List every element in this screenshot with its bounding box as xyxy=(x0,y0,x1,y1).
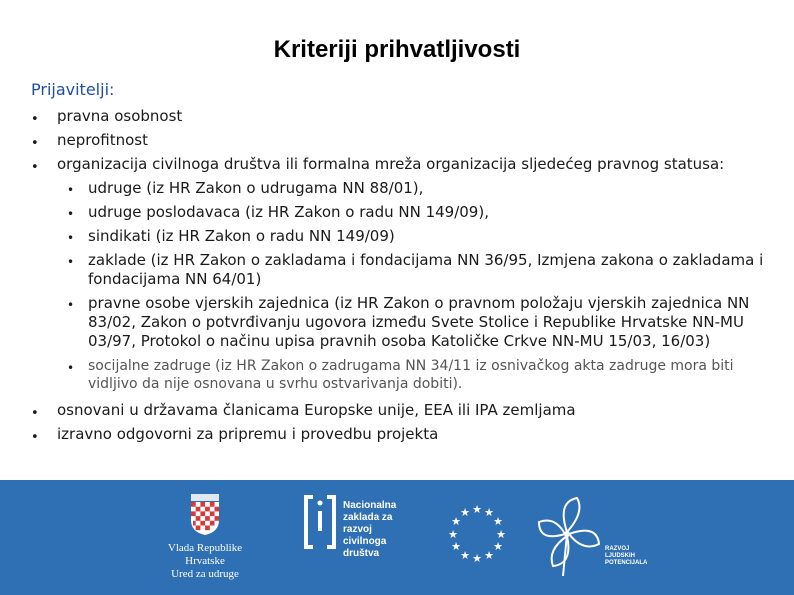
svg-text:★: ★ xyxy=(451,540,461,553)
list-item: neprofitnost xyxy=(57,131,148,149)
nzr-line: zaklada za xyxy=(343,512,393,523)
bullet-icon: • xyxy=(67,361,75,375)
svg-text:★: ★ xyxy=(472,503,482,516)
svg-text:★: ★ xyxy=(448,528,458,541)
vlada-logo xyxy=(150,480,260,595)
rlp-logo xyxy=(537,494,647,576)
rlp-line: LJUDSKIH xyxy=(605,553,636,559)
eu-flag xyxy=(443,500,511,572)
bracket-logo-icon xyxy=(303,493,337,551)
rlp-line: POTENCIJALA xyxy=(605,560,648,566)
svg-text:★: ★ xyxy=(496,528,506,541)
bullet-icon: • xyxy=(31,406,39,421)
nzr-line: civilnoga xyxy=(343,536,387,547)
list-item: organizacija civilnoga društva ili formalna mreža organizacija sljedećeg pravnog statusa: xyxy=(57,155,725,173)
bullet-icon: • xyxy=(31,112,39,127)
bullet-icon: • xyxy=(67,255,75,269)
section-label: Prijavitelji: xyxy=(31,80,115,99)
sub-list-item: udruge (iz HR Zakon o udrugama NN 88/01), xyxy=(88,179,424,197)
svg-text:★: ★ xyxy=(484,549,494,562)
list-item: osnovani u državama članicama Europske unije, EEA ili IPA zemljama xyxy=(57,401,576,419)
nzr-line: društva xyxy=(343,548,380,559)
vlada-office: Ured za udruge xyxy=(171,568,239,580)
bullet-icon: • xyxy=(31,160,39,175)
svg-text:★: ★ xyxy=(493,515,503,528)
svg-text:★: ★ xyxy=(451,515,461,528)
sub-list-item: sindikati (iz HR Zakon o radu NN 149/09) xyxy=(88,227,395,245)
nzr-line: Nacionalna xyxy=(343,500,397,511)
svg-text:★: ★ xyxy=(460,506,470,519)
sub-list-item: zaklade (iz HR Zakon o zakladama i fondacijama NN 36/95, Izmjena zakona o zakladama i fondacijama NN 64/01) xyxy=(88,251,764,288)
vlada-name: Vlada Republike Hrvatske xyxy=(167,542,243,567)
bullet-icon: • xyxy=(31,136,39,151)
eu-stars-icon xyxy=(443,500,511,568)
sub-list-item: socijalne zadruge (iz HR Zakon o zadrugama NN 34/11 iz osnivačkog akta zadruge mora biti vidljivo da nije osnovana u svrhu ostvarivanja dobiti). xyxy=(88,358,734,392)
svg-text:★: ★ xyxy=(493,540,503,553)
bullet-icon: • xyxy=(67,231,75,245)
bullet-icon: • xyxy=(31,430,39,445)
slide-title: Kriteriji prihvatljivosti xyxy=(273,36,521,63)
bullet-icon: • xyxy=(67,298,75,312)
svg-text:★: ★ xyxy=(472,552,482,565)
bullet-icon: • xyxy=(67,207,75,221)
svg-text:★: ★ xyxy=(460,549,470,562)
croatian-coat-of-arms-icon xyxy=(188,494,222,536)
pinwheel-icon xyxy=(537,494,601,576)
nzr-logo xyxy=(303,493,396,560)
footer-logo-band xyxy=(0,480,794,595)
sub-list-item: udruge poslodavaca (iz HR Zakon o radu NN 149/09), xyxy=(88,203,489,221)
list-item: pravna osobnost xyxy=(57,107,183,125)
nzr-line: razvoj xyxy=(343,524,372,535)
svg-text:★: ★ xyxy=(484,506,494,519)
sub-list-item: pravne osobe vjerskih zajednica (iz HR Zakon o pravnom položaju vjerskih zajednica NN 83/02, Zakon o potvrđivanju ugovora između Svete Stolice i Republike Hrvatske NN-MU 03/97, Protokol o načinu upisa pravnih osoba Katoličke Crkve NN-MU 15/03, 16/03) xyxy=(88,294,750,350)
bullet-icon: • xyxy=(67,183,75,197)
list-item: izravno odgovorni za pripremu i provedbu projekta xyxy=(57,425,439,443)
rlp-line: RAZVOJ xyxy=(605,546,630,552)
